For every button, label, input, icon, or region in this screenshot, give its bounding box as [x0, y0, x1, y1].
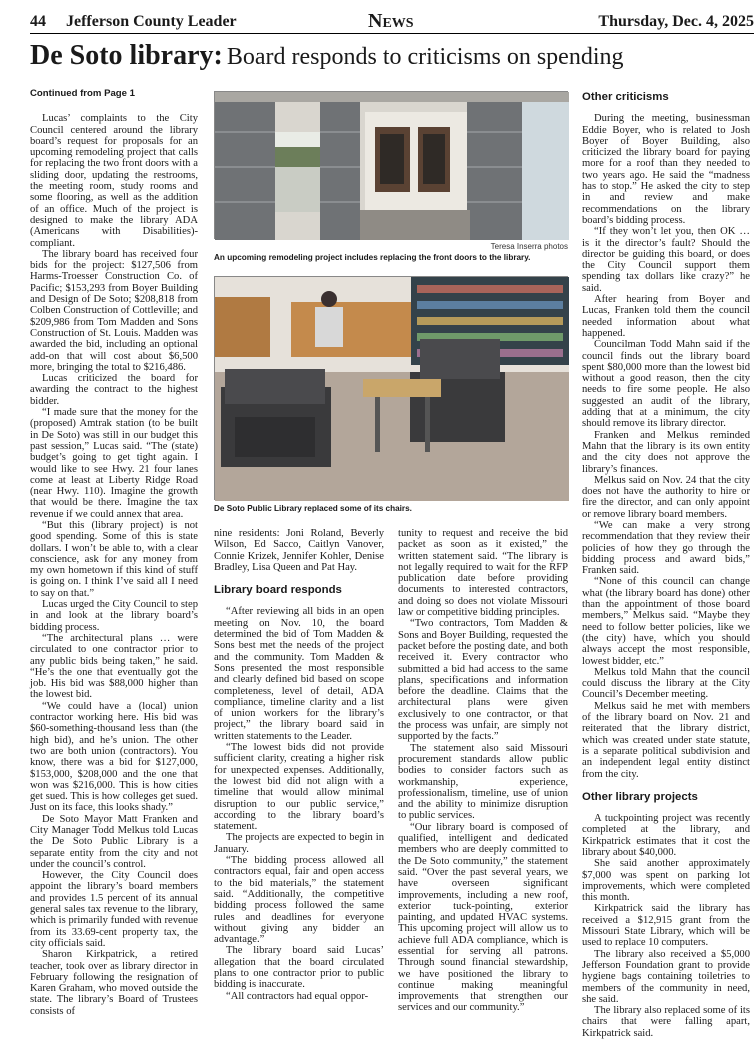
photo-caption-2: De Soto Public Library replaced some of its chairs.	[214, 504, 412, 513]
paper-name: Jefferson County Leader	[66, 13, 237, 30]
subhead-library-board-responds: Library board responds	[214, 584, 342, 597]
paragraph: tunity to request and receive the bid packet as soon as it existed,” the written statement said. “The library is not legally required to wait for the RFP publication date before providing documents to interested contractors, and doing so does not violate Missouri law or competitive bidding principles.	[398, 528, 568, 619]
paragraph: After hearing from Boyer and Lucas, Franken told them the council needed information about what happened.	[582, 294, 750, 339]
paragraph: “If they won’t let you, then OK … is it the director’s fault? Should the director be guiding this board, or does the City Council support them spending tax dollars like crazy?” he said.	[582, 226, 750, 294]
chairs-illustration	[215, 277, 569, 501]
paragraph: Franken and Melkus reminded Mahn that the library is its own entity and the city does not approve the library’s finances.	[582, 429, 750, 475]
paragraph: Melkus said on Nov. 24 that the city does not have the authority to hire or fire the director, and can only appoint or remove library board members.	[582, 474, 750, 520]
paragraph: Melkus said he met with members of the library board on Nov. 21 and reiterated that the library district, which was created under state statute, is a separate political subdivision and an independent legal entity distinct from the city.	[582, 700, 750, 780]
section-name: News	[368, 10, 414, 32]
paragraph: “Two contractors, Tom Madden & Sons and Boyer Building, requested the packet before the posting date, and both received it. Every contractor who submitted a bid had access to the same plans, specifications and information before the deadline. Claims that the architectural plans were given exclusively to one contractor, or that the process was unfair, are simply not supported by the facts.”	[398, 618, 568, 743]
paragraph: “The architectural plans … were circulated to one contractor prior to any public bids being taken,” he said. “He’s the one that eventually got the job. His bid was $88,000 higher than the lowest bid.	[30, 632, 198, 701]
paragraph: The library board said Lucas’ allegation that the board circulated plans to one contractor prior to public bidding is inaccurate.	[214, 945, 384, 991]
paragraph: “But this (library project) is not good spending. Some of this is state dollars. I won’t be able to, with a clear conscience, ask for any money from my own hometown if this kind of stuff is going on. I think I’ve said all I need to say on that.”	[30, 519, 198, 599]
paragraph: “All contractors had equal oppor-	[226, 990, 369, 1002]
continued-label: Continued from Page 1	[30, 88, 136, 99]
paragraph: During the meeting, businessman Eddie Boyer, who is related to Josh Boyer of Boyer Building, also criticized the library board for paying more for a roof than they needed to two years ago. He said the “madness has to stop.” He asked the city to step in and review and make recommendations on the library board’s bidding process.	[582, 113, 750, 226]
paragraph: She said another approximately $7,000 was spent on parking lot improvements, which were completed this month.	[582, 858, 750, 904]
paragraph: “Our library board is composed of qualified, intelligent and dedicated members who are deeply committed to the De Soto community,” the statement said. “Over the past several years, we have overseen significant improvements, including a new roof, exterior tuck-pointing, exterior painting, and updated HVAC systems. This upcoming project will allow us to achieve full ADA compliance, which is essential for serving all patrons. Through sound financial stewardship, we have positioned the library to continue making meaningful improvements that strengthen our services and our community.”	[398, 821, 568, 1014]
paragraph: De Soto Mayor Matt Franken and City Manager Todd Melkus told Lucas the De Soto Public Library is a separate entity from the city and not under the council’s control.	[30, 813, 198, 870]
paragraph: “I made sure that the money for the (proposed) Amtrak station (to be built in De Soto) was still in our budget this past session,” Lucas said. “The (state) budget’s going to get tight again. I would like to see Hwy. 21 four lanes come at least at Liberty Ridge Road (near Hwy. 110). Imagine the growth that would be there. Imagine the tax revenue if we could annex that area.	[30, 407, 198, 520]
page-header	[30, 10, 754, 34]
paragraph: “We can make a very strong recommendation that they review their policies of how they go through the bidding process and award bids,” Franken said.	[582, 519, 750, 577]
paragraph: nine residents: Joni Roland, Beverly Wilson, Ed Sacco, Caitlyn Vanover, Connie Krizek, Jennifer Kohler, Denise Bradley, Lisa Queen and Pat Hay.	[214, 528, 384, 573]
headline	[30, 40, 754, 72]
paragraph: Sharon Kirkpatrick, a retired teacher, took over as library director in February following the resignation of Karen Graham, who moved outside the state. The library’s Board of Trustees consists of	[30, 949, 198, 1017]
subhead-other-criticisms: Other criticisms	[582, 91, 669, 103]
page-number: 44	[30, 13, 46, 30]
paragraph: “None of this council can change what (the library board has done) other than the appointment of those board members,” Melkus said. “Maybe they need to follow better policies, like we (the city) have, which you should always accept the most responsible, lowest bidder, etc.”	[582, 576, 750, 667]
headline-bold: De Soto library:	[30, 40, 223, 71]
paragraph: The library board has received four bids for the project: $127,506 from Harms-Troesser Construction Co. of Pacific; $153,293 from Boyer Building and Design of De Soto; $208,818 from Colben Construction of Cottleville; and $209,986 from Tom Madden and Sons Construction of St. Louis. Madden was awarded the bid, including an optional add-on that will cost about $6,500 more, bringing the total to $216,486.	[30, 248, 198, 373]
photo-credit: Teresa Inserra photos	[490, 242, 568, 251]
library-chairs-photo	[214, 276, 568, 500]
paragraph: A tuckpointing project was recently completed at the library, and Kirkpatrick estimates that it cost the library about $40,000.	[582, 813, 750, 858]
paragraph: However, the City Council does appoint the library’s board members and provides 1.5 percent of its annual general sales tax revenue to the library, which is primarily funded with revenue from its 33.69-cent property tax, the city officials said.	[30, 870, 198, 949]
paragraph: Kirkpatrick said the library has received a $12,915 grant from the Missouri State Library, which will be used to replace 10 computers.	[582, 903, 750, 949]
paragraph: The library also received a $5,000 Jefferson Foundation grant to provide hygiene bags containing toiletries to members of the community in need, she said.	[582, 948, 750, 1005]
subhead-other-library-projects: Other library projects	[582, 790, 698, 803]
paragraph: “We could have a (local) union contractor working here. His bid was $60-something-thousand less than (the high bid), and he’s union. The other two are both union (contractors). You know, there was a bid for $127,000, $153,000, $208,000 and the one that won was $216,000. This is how cities get sued. This is how colleges get sued. Just on its face, this looks shady.”	[30, 700, 198, 814]
paragraph: Councilman Todd Mahn said if the council finds out the library board spent $80,000 more than the lowest bid without a good reason, then the city needs to fire some people. He also suggested an audit of the library, adding that at a minimum, the city should remove its library director.	[582, 339, 750, 430]
article-column-3	[398, 528, 568, 1014]
photo-caption-1: An upcoming remodeling project includes replacing the front doors to the library.	[214, 253, 531, 262]
paragraph: The projects are expected to begin in January.	[214, 832, 384, 855]
article-column-2	[214, 528, 384, 1002]
paragraph: Melkus told Mahn that the council could discuss the library at the City Council’s December meeting.	[582, 666, 750, 701]
entrance-illustration	[215, 92, 569, 240]
paragraph: “The bidding process allowed all contractors equal, fair and open access to the bid materials,” the statement said. “Additionally, the competitive bidding process followed the same rules and deadlines for everyone without giving any bidder an advantage.”	[214, 855, 384, 946]
paragraph: Lucas criticized the board for awarding the contract to the highest bidder.	[30, 373, 198, 407]
paragraph: “The lowest bids did not provide sufficient clarity, creating a higher risk for unexpected expenses. Additionally, the lowest bid did not align with a timeline that would allow minimal disruption to our public service,” according to the library board’s statement.	[214, 742, 384, 833]
paragraph: “After reviewing all bids in an open meeting on Nov. 10, the board determined the bid of Tom Madden & Sons best met the needs of the project and the community. Tom Madden & Sons presented the most responsible and clearly defined bid based on scope completeness, level of detail, ADA compliance, timeline clarity and a list of union workers for the library’s project,” the library board said in written statements to the Leader.	[214, 606, 384, 742]
paragraph: Lucas urged the City Council to step in and look at the library board’s bidding process.	[30, 599, 198, 633]
article-column-1	[30, 88, 198, 1017]
paragraph: The library also replaced some of its chairs that were falling apart, Kirkpatrick said.	[582, 1005, 750, 1039]
issue-date: Thursday, Dec. 4, 2025	[598, 13, 754, 30]
paragraph: The statement also said Missouri procurement standards allow public bodies to consider factors such as workmanship, experience, professionalism, timeline, use of union and the ability to minimize disruption to public services.	[398, 742, 568, 822]
article-column-4	[582, 88, 750, 1039]
paragraph: Lucas’ complaints to the City Council centered around the library board’s request for proposals for an upcoming remodeling project that calls for replacing the two front doors with a sliding door, updating the restrooms, the meeting room, study rooms and some flooring, as well as the addition of an office. Much of the project is designed to make the library ADA (Americans with Disabilities)-compliant.	[30, 113, 198, 249]
library-entrance-photo	[214, 91, 568, 239]
headline-rest: Board responds to criticisms on spending	[226, 44, 624, 70]
